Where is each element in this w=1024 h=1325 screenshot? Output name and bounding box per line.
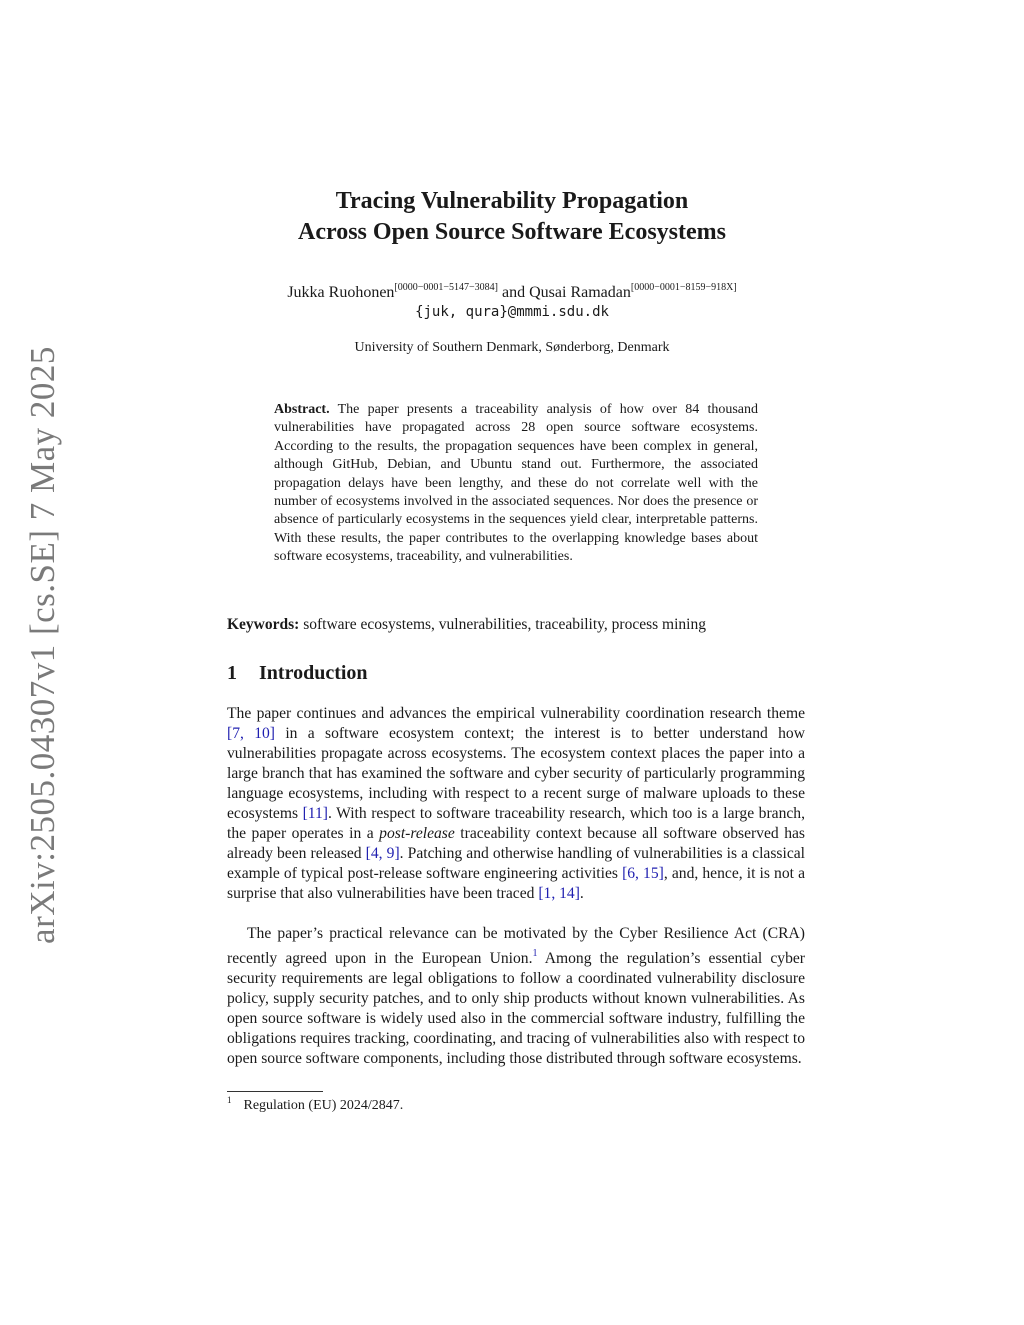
section-title: Introduction xyxy=(259,662,368,684)
text-run: . With respect to software traceability research, which too is a large branch, the paper operates in a xyxy=(227,805,805,842)
text-run: The paper’s practical relevance can be motivated by the Cyber Resilience Act (CRA) recently agreed upon in the European Union. xyxy=(227,925,805,967)
paper-title xyxy=(0,186,1024,248)
orcid-2: [0000−0001−8159−918X] xyxy=(630,282,737,293)
title-line-1: Tracing Vulnerability Propagation xyxy=(335,188,689,214)
arxiv-identifier: arXiv:2505.04307v1 [cs.SE] 7 May 2025 xyxy=(23,346,62,944)
citation-link[interactable]: [1, 14] xyxy=(538,885,580,902)
author-connector: and xyxy=(498,284,530,301)
keywords-label: Keywords: xyxy=(227,616,300,633)
section-heading xyxy=(227,662,368,685)
orcid-1: [0000−0001−5147−3084] xyxy=(394,282,499,293)
author-line xyxy=(0,282,1024,302)
text-run: . Patching and otherwise handling of vulnerabilities is a classical example of typical post-release software engineering activities xyxy=(227,845,806,882)
footnote xyxy=(227,1095,403,1114)
abstract-text: The paper presents a traceability analysis of how over 84 thousand vulnerabilities have propagated across 28 open source software ecosystems. According to the results, the propagation sequences have been complex in general, although GitHub, Debian, and Ubuntu stand out. Furthermore, the associated propagation delays have been lengthy, and these do not correlate well with the number of ecosystems involved in the associated sequences. Nor does the presence or absence of particularly ecosystems in the sequences yield clear, interpretable patterns. With these results, the paper contributes to the overlapping knowledge bases about software ecosystems, traceability, and vulnerabilities. xyxy=(274,402,758,565)
author-email: {juk, qura}@mmmi.sdu.dk xyxy=(415,304,609,320)
text-run: Among the regulation’s essential cyber security requirements are legal obligations to follow a coordinated vulnerability disclosure policy, supply security patches, and to only ship products without known vulnerabilities. As open source software is widely used also in the commercial software industry, fulfilling the obligations requires tracking, coordinating, and tracing of vulnerabilities also with respect to open source software components, including those distributed through software ecosystems. xyxy=(227,950,805,1067)
citation-link[interactable]: [11] xyxy=(302,805,328,822)
intro-paragraph-1 xyxy=(227,704,805,904)
abstract xyxy=(274,401,758,567)
affiliation: University of Southern Denmark, Sønderborg, Denmark xyxy=(354,340,670,355)
keywords xyxy=(227,616,807,634)
citation-link[interactable]: [4, 9] xyxy=(365,845,400,862)
keywords-text: software ecosystems, vulnerabilities, traceability, process mining xyxy=(303,616,706,633)
footnote-divider xyxy=(227,1091,323,1092)
text-run: traceability context because all software observed has already been released xyxy=(227,825,805,862)
citation-link[interactable]: [6, 15] xyxy=(622,865,664,882)
section-number: 1 xyxy=(227,662,237,684)
text-run: in a software ecosystem context; the interest is to better understand how vulnerabilities propagate across ecosystems. The ecosystem context places the paper into a large branch that has examined the software and cyber security of particularly programming language ecosystems, including with respect to a recent surge of malware uploads to these ecosystems xyxy=(227,725,805,822)
footnote-marker: 1 xyxy=(227,1095,232,1105)
footnote-text: Regulation (EU) 2024/2847. xyxy=(243,1098,404,1113)
text-run: The paper continues and advances the empirical vulnerability coordination research theme xyxy=(227,705,805,722)
author-2: Qusai Ramadan xyxy=(529,284,631,301)
citation-link[interactable]: [7, 10] xyxy=(227,725,275,742)
text-run: , and, hence, it is not a surprise that also vulnerabilities have been traced xyxy=(227,865,805,902)
abstract-label: Abstract. xyxy=(274,402,330,417)
emphasis-text: post-release xyxy=(379,825,455,842)
text-run: . xyxy=(579,885,584,902)
intro-paragraph-2 xyxy=(227,924,805,1069)
footnote-link[interactable]: 1 xyxy=(532,948,538,959)
title-line-2: Across Open Source Software Ecosystems xyxy=(298,219,726,245)
author-1: Jukka Ruohonen xyxy=(287,284,395,301)
